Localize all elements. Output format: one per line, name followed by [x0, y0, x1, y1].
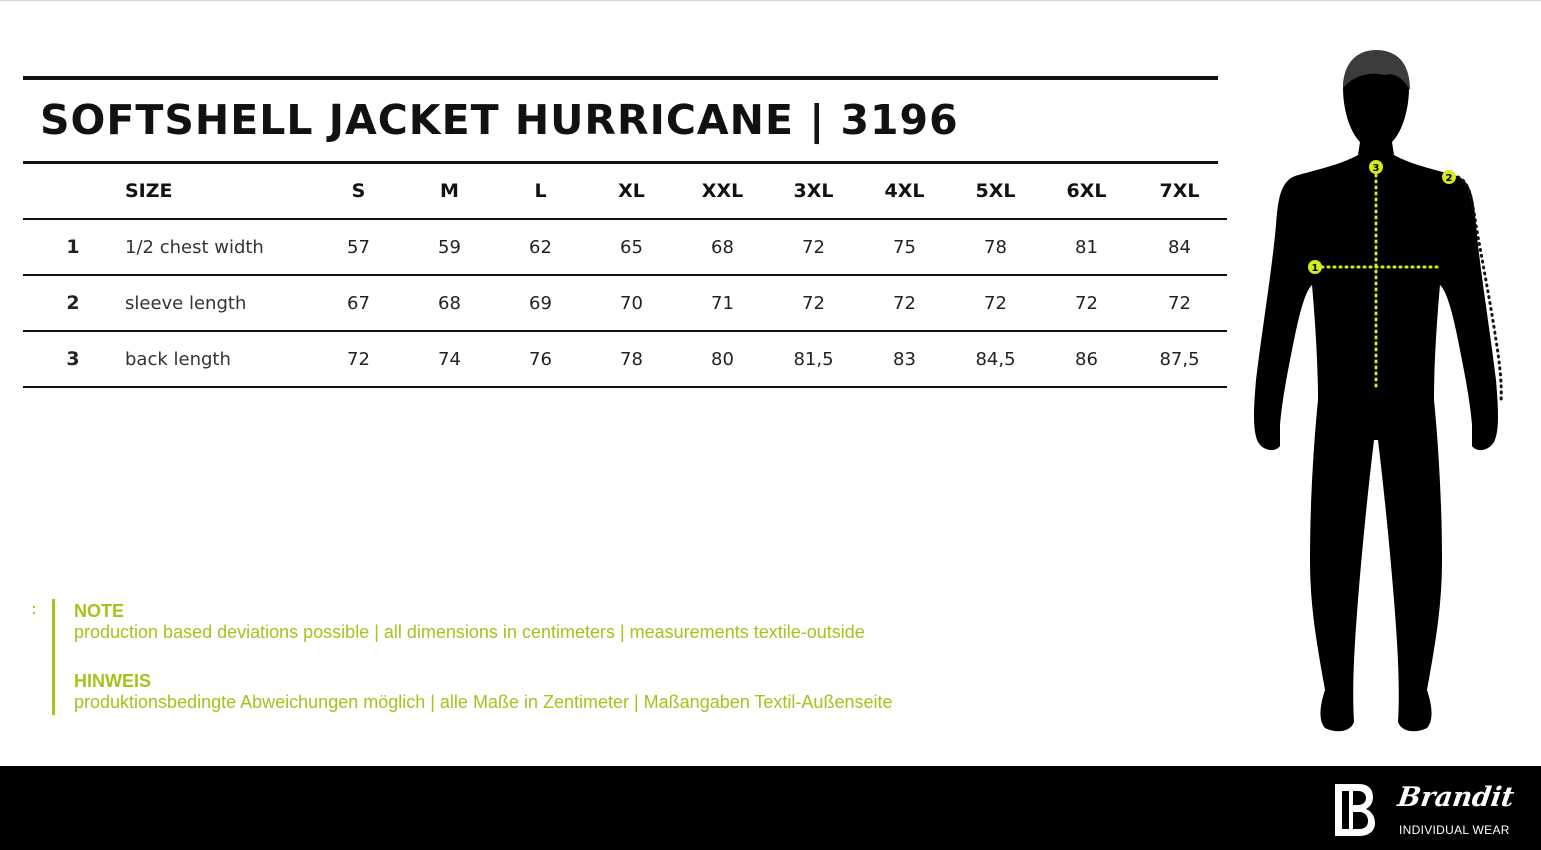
note-text: production based deviations possible | all dimensions in centimeters | measurements textile-outside — [74, 622, 865, 642]
table-cell: 72 — [859, 275, 950, 331]
table-cell: 75 — [859, 219, 950, 275]
measure-label: 1/2 chest width — [123, 219, 313, 275]
table-cell: 80 — [677, 331, 768, 387]
marker-3 — [1369, 160, 1383, 174]
size-4xl: 4XL — [859, 164, 950, 219]
footer-bar — [0, 766, 1541, 850]
table-cell: 72 — [1132, 275, 1227, 331]
table-cell: 72 — [950, 275, 1041, 331]
index-header — [23, 164, 123, 219]
size-6xl: 6XL — [1041, 164, 1132, 219]
table-cell: 68 — [677, 219, 768, 275]
marker-label: 3 — [1372, 163, 1380, 174]
table-cell: 76 — [495, 331, 586, 387]
size-header-row — [23, 164, 1227, 219]
marker-label: 2 — [1445, 173, 1453, 184]
hinweis-heading: HINWEIS — [74, 671, 152, 691]
note-dot-decoration — [33, 606, 35, 620]
table-cell: 81,5 — [768, 331, 859, 387]
size-xxl: XXL — [677, 164, 768, 219]
marker-1 — [1308, 260, 1322, 274]
table-cell: 81 — [1041, 219, 1132, 275]
table-cell: 72 — [1041, 275, 1132, 331]
table-cell: 59 — [404, 219, 495, 275]
table-row-back-length — [23, 331, 1227, 387]
measure-label: sleeve length — [123, 275, 313, 331]
size-3xl: 3XL — [768, 164, 859, 219]
table-cell: 84 — [1132, 219, 1227, 275]
table-row-sleeve-length — [23, 275, 1227, 331]
table-cell: 78 — [586, 331, 677, 387]
hinweis-text: produktionsbedingte Abweichungen möglich | alle Maße in Zentimeter | Maßangaben Textil-Außenseite — [74, 692, 893, 712]
table-cell: 65 — [586, 219, 677, 275]
table-cell: 72 — [768, 219, 859, 275]
marker-2 — [1442, 170, 1456, 184]
brandit-b-logo-icon — [1335, 784, 1375, 836]
size-7xl: 7XL — [1132, 164, 1227, 219]
table-cell: 72 — [313, 331, 404, 387]
brandit-wordmark: Brandit — [1395, 782, 1516, 813]
size-chart-table — [23, 164, 1227, 388]
row-number: 3 — [23, 331, 123, 387]
size-5xl: 5XL — [950, 164, 1041, 219]
brandit-tagline: INDIVIDUAL WEAR — [1399, 823, 1510, 837]
note-heading: NOTE — [74, 601, 125, 621]
top-border — [0, 0, 1541, 1]
measurement-figure — [1230, 40, 1530, 740]
table-cell: 87,5 — [1132, 331, 1227, 387]
size-xl: XL — [586, 164, 677, 219]
marker-label: 1 — [1311, 263, 1319, 274]
table-cell: 86 — [1041, 331, 1132, 387]
table-cell: 69 — [495, 275, 586, 331]
table-cell: 84,5 — [950, 331, 1041, 387]
row-number: 2 — [23, 275, 123, 331]
size-l: L — [495, 164, 586, 219]
table-cell: 68 — [404, 275, 495, 331]
table-cell: 57 — [313, 219, 404, 275]
table-cell: 83 — [859, 331, 950, 387]
size-m: M — [404, 164, 495, 219]
size-header: SIZE — [123, 164, 313, 219]
table-cell: 78 — [950, 219, 1041, 275]
table-cell: 70 — [586, 275, 677, 331]
page-title: SOFTSHELL JACKET HURRICANE | 3196 — [40, 96, 959, 144]
note-accent-bar — [52, 599, 55, 715]
table-cell: 67 — [313, 275, 404, 331]
table-row-chest-width — [23, 219, 1227, 275]
size-s: S — [313, 164, 404, 219]
body-silhouette — [1254, 50, 1498, 731]
table-cell: 62 — [495, 219, 586, 275]
table-cell: 72 — [768, 275, 859, 331]
title-top-rule — [23, 76, 1218, 80]
measure-label: back length — [123, 331, 313, 387]
table-cell: 71 — [677, 275, 768, 331]
table-cell: 74 — [404, 331, 495, 387]
row-number: 1 — [23, 219, 123, 275]
